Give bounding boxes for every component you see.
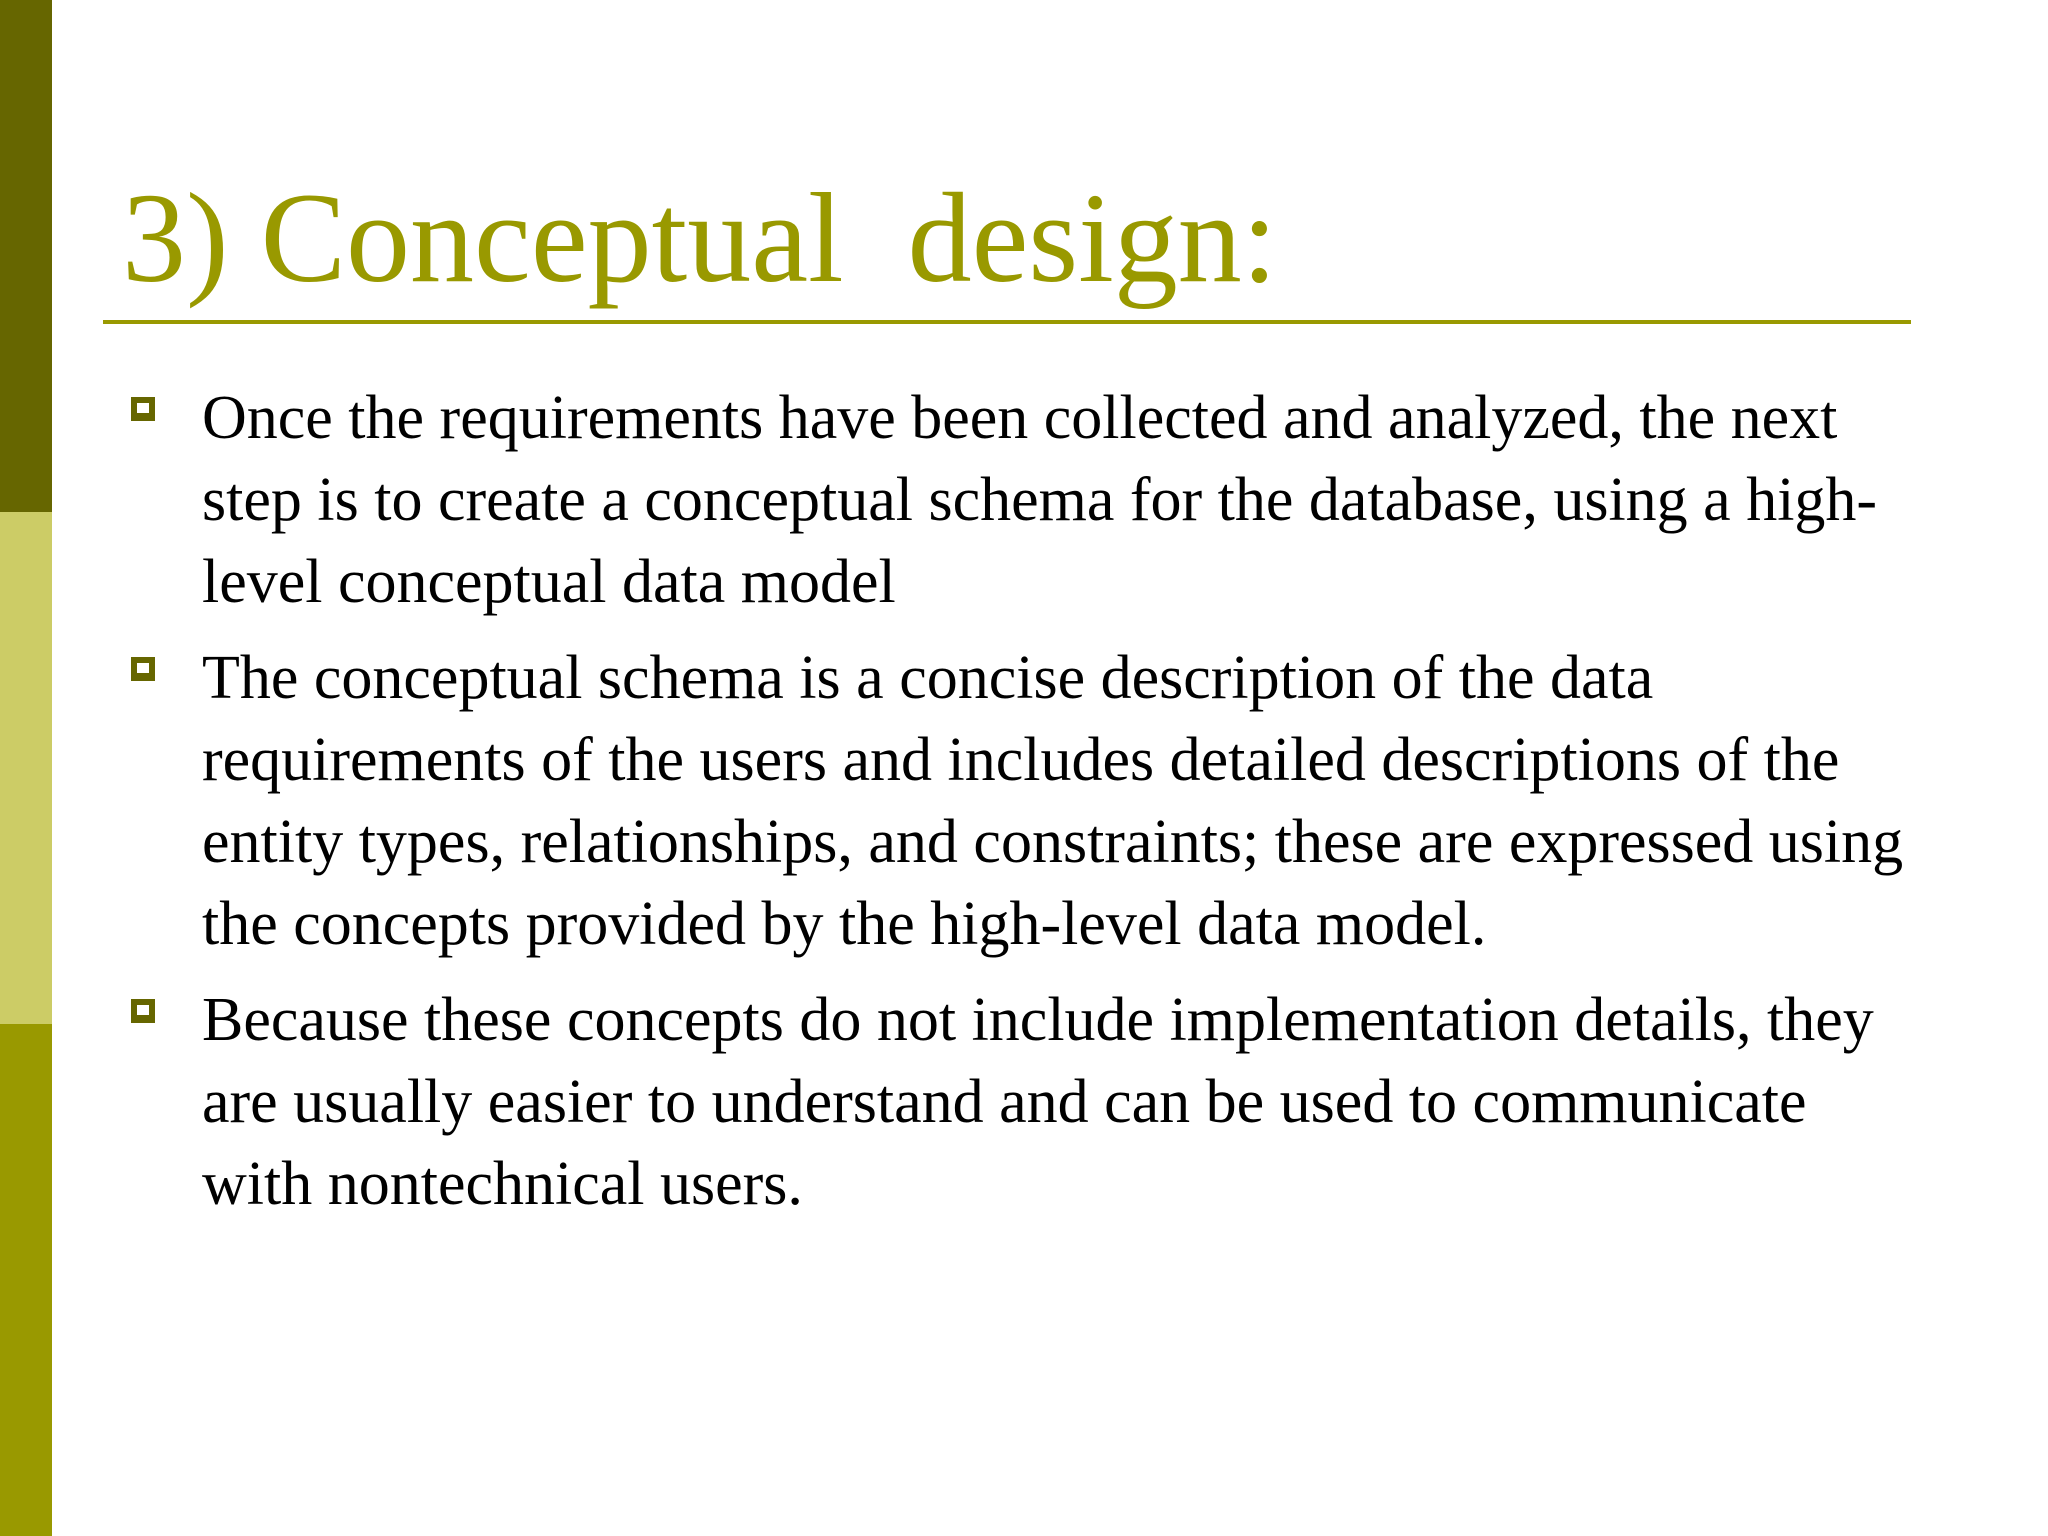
side-bar-middle [0,512,52,1024]
square-bullet-icon [131,397,155,421]
side-bar-bottom [0,1024,52,1536]
bullet-text: Once the requirements have been collected and analyzed, the next step is to create a conceptual schema for the database, using a high-level conceptual data model [202,384,1878,616]
square-bullet-icon [131,657,155,681]
bullet-list [128,377,1928,1239]
square-bullet-icon [131,999,155,1023]
slide-title: 3) Conceptual design: [122,167,1278,309]
title-underline [103,320,1911,324]
bullet-item [128,979,1928,1225]
side-bar-top [0,0,52,512]
bullet-item [128,637,1928,965]
bullet-item [128,377,1928,623]
bullet-text: Because these concepts do not include implementation details, they are usually easier to understand and can be used to communicate with nontechnical users. [202,986,1874,1218]
bullet-text: The conceptual schema is a concise description of the data requirements of the users and includes detailed descriptions of the entity types, relationships, and constraints; these are expressed using the concepts provided by the high-level data model. [202,644,1904,958]
